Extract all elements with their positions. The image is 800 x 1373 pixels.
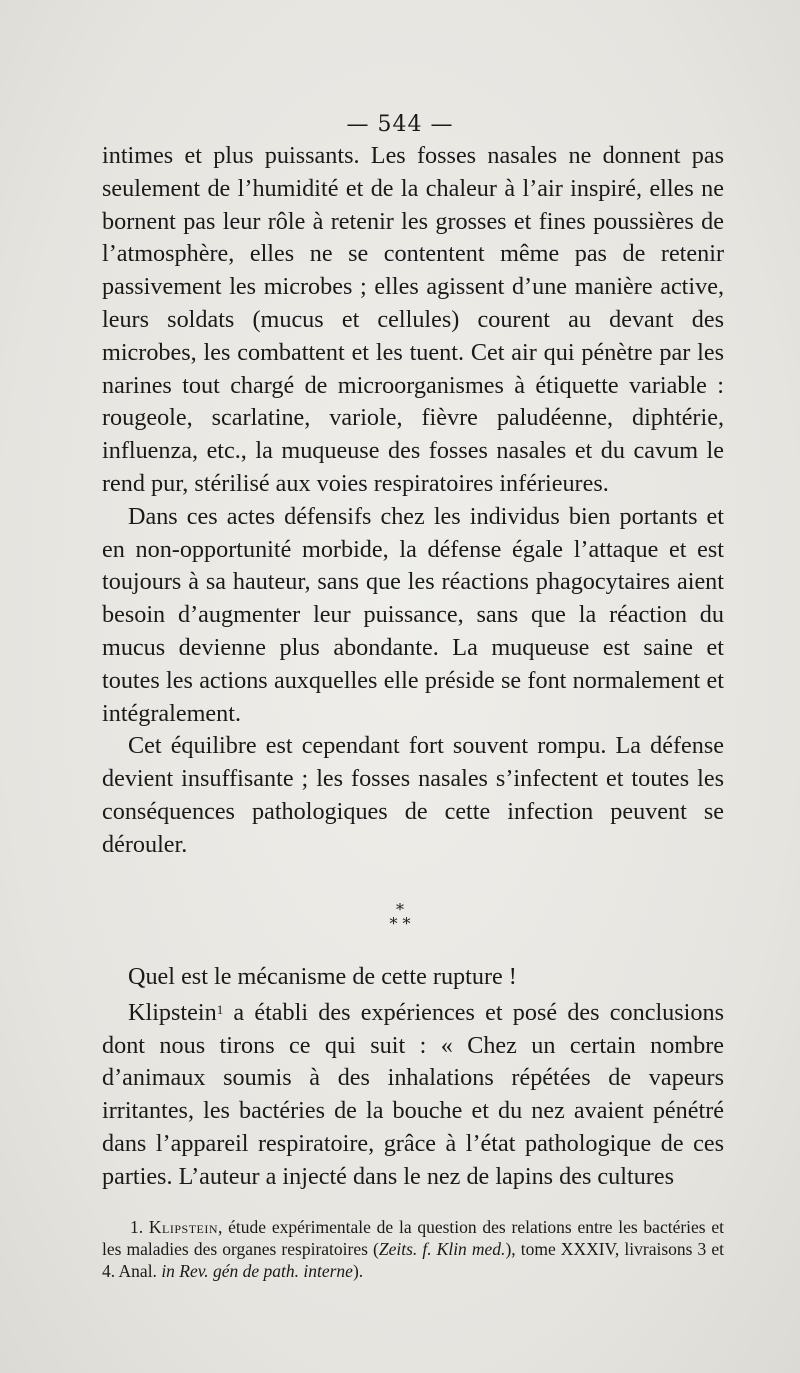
main-text [102,140,724,862]
separator-star-bottom: * * [389,914,411,933]
footnote-author: Klipstein [148,1217,219,1237]
main-text-continued [102,961,724,1194]
footnote-number: 1. [130,1217,144,1237]
paragraph-5 [102,994,724,1194]
paragraph-2: Dans ces actes défensifs chez les individus bien portants et en non-opportunité morbide, la défense égale l’attaque et est toujours à sa hauteur, sans que les réactions phagocytaires aient besoin d’augmenter leur puissance, sans que la réaction du mucus devienne plus abondante. La muqueuse est saine et toutes les actions auxquelles elle préside se font normalement et intégralement. [102,502,724,727]
paragraph-4: Quel est le mécanisme de cette rupture ! [128,963,517,990]
footnote-1 [102,1216,724,1282]
page-number: — 544 — [346,112,454,137]
paragraph-1: intimes et plus puissants. Les fosses nasales ne donnent pas seulement de l’humidité et de la chaleur à l’air inspiré, elles ne bornent pas leur rôle à retenir les grosses et fines poussières de l’atmosphère, elles ne se contentent même pas de retenir passivement les microbes ; elles agissent d’une manière active, leurs soldats (mucus et cellules) courent au devant des microbes, les combattent et les tuent. Cet air qui pénètre par les narines tout chargé de microorganismes à étiquette variable : rougeole, scarlatine, variole, fièvre paludéenne, diphtérie, influenza, etc., la muqueuse des fosses nasales et du cavum le rend pur, stérilisé aux voies respiratoires inférieures. [102,142,724,497]
footnote-reference: 1 [216,1001,224,1017]
section-separator [0,900,800,933]
paragraph-3: Cet équilibre est cependant fort souvent rompu. La défense devient insuffisante ; les fosses nasales s’infectent et toutes les conséquences pathologiques de cette infection peuvent se dérouler. [102,732,724,858]
footnote-review: in Rev. gén de path. interne [161,1261,353,1281]
separator-star-top: * [396,900,404,919]
footnote-text-b: ), tome XXXIV, livraisons 3 et 4. Anal. [102,1239,724,1281]
author-name: Klipstein [128,998,217,1026]
footnote-text-a: , étude expérimentale de la question des relations entre les bactéries et les maladies des organes respiratoires ( [102,1217,724,1259]
paragraph-5-text: a établi des expériences et posé des conclusions dont nous tirons ce qui suit : « Chez un certain nombre d’animaux soumis à des inhalations répétées de vapeurs irritantes, les bactéries de la bouche et du nez avaient pénétré dans l’appareil respiratoire, grâce à l’état pathologique de ces parties. L’auteur a injecté dans le nez de lapins des cultures [102,998,724,1190]
footnote-journal: Zeits. f. Klin med. [378,1239,506,1259]
footnote [102,1216,724,1282]
footnote-text-c: ). [352,1261,364,1281]
